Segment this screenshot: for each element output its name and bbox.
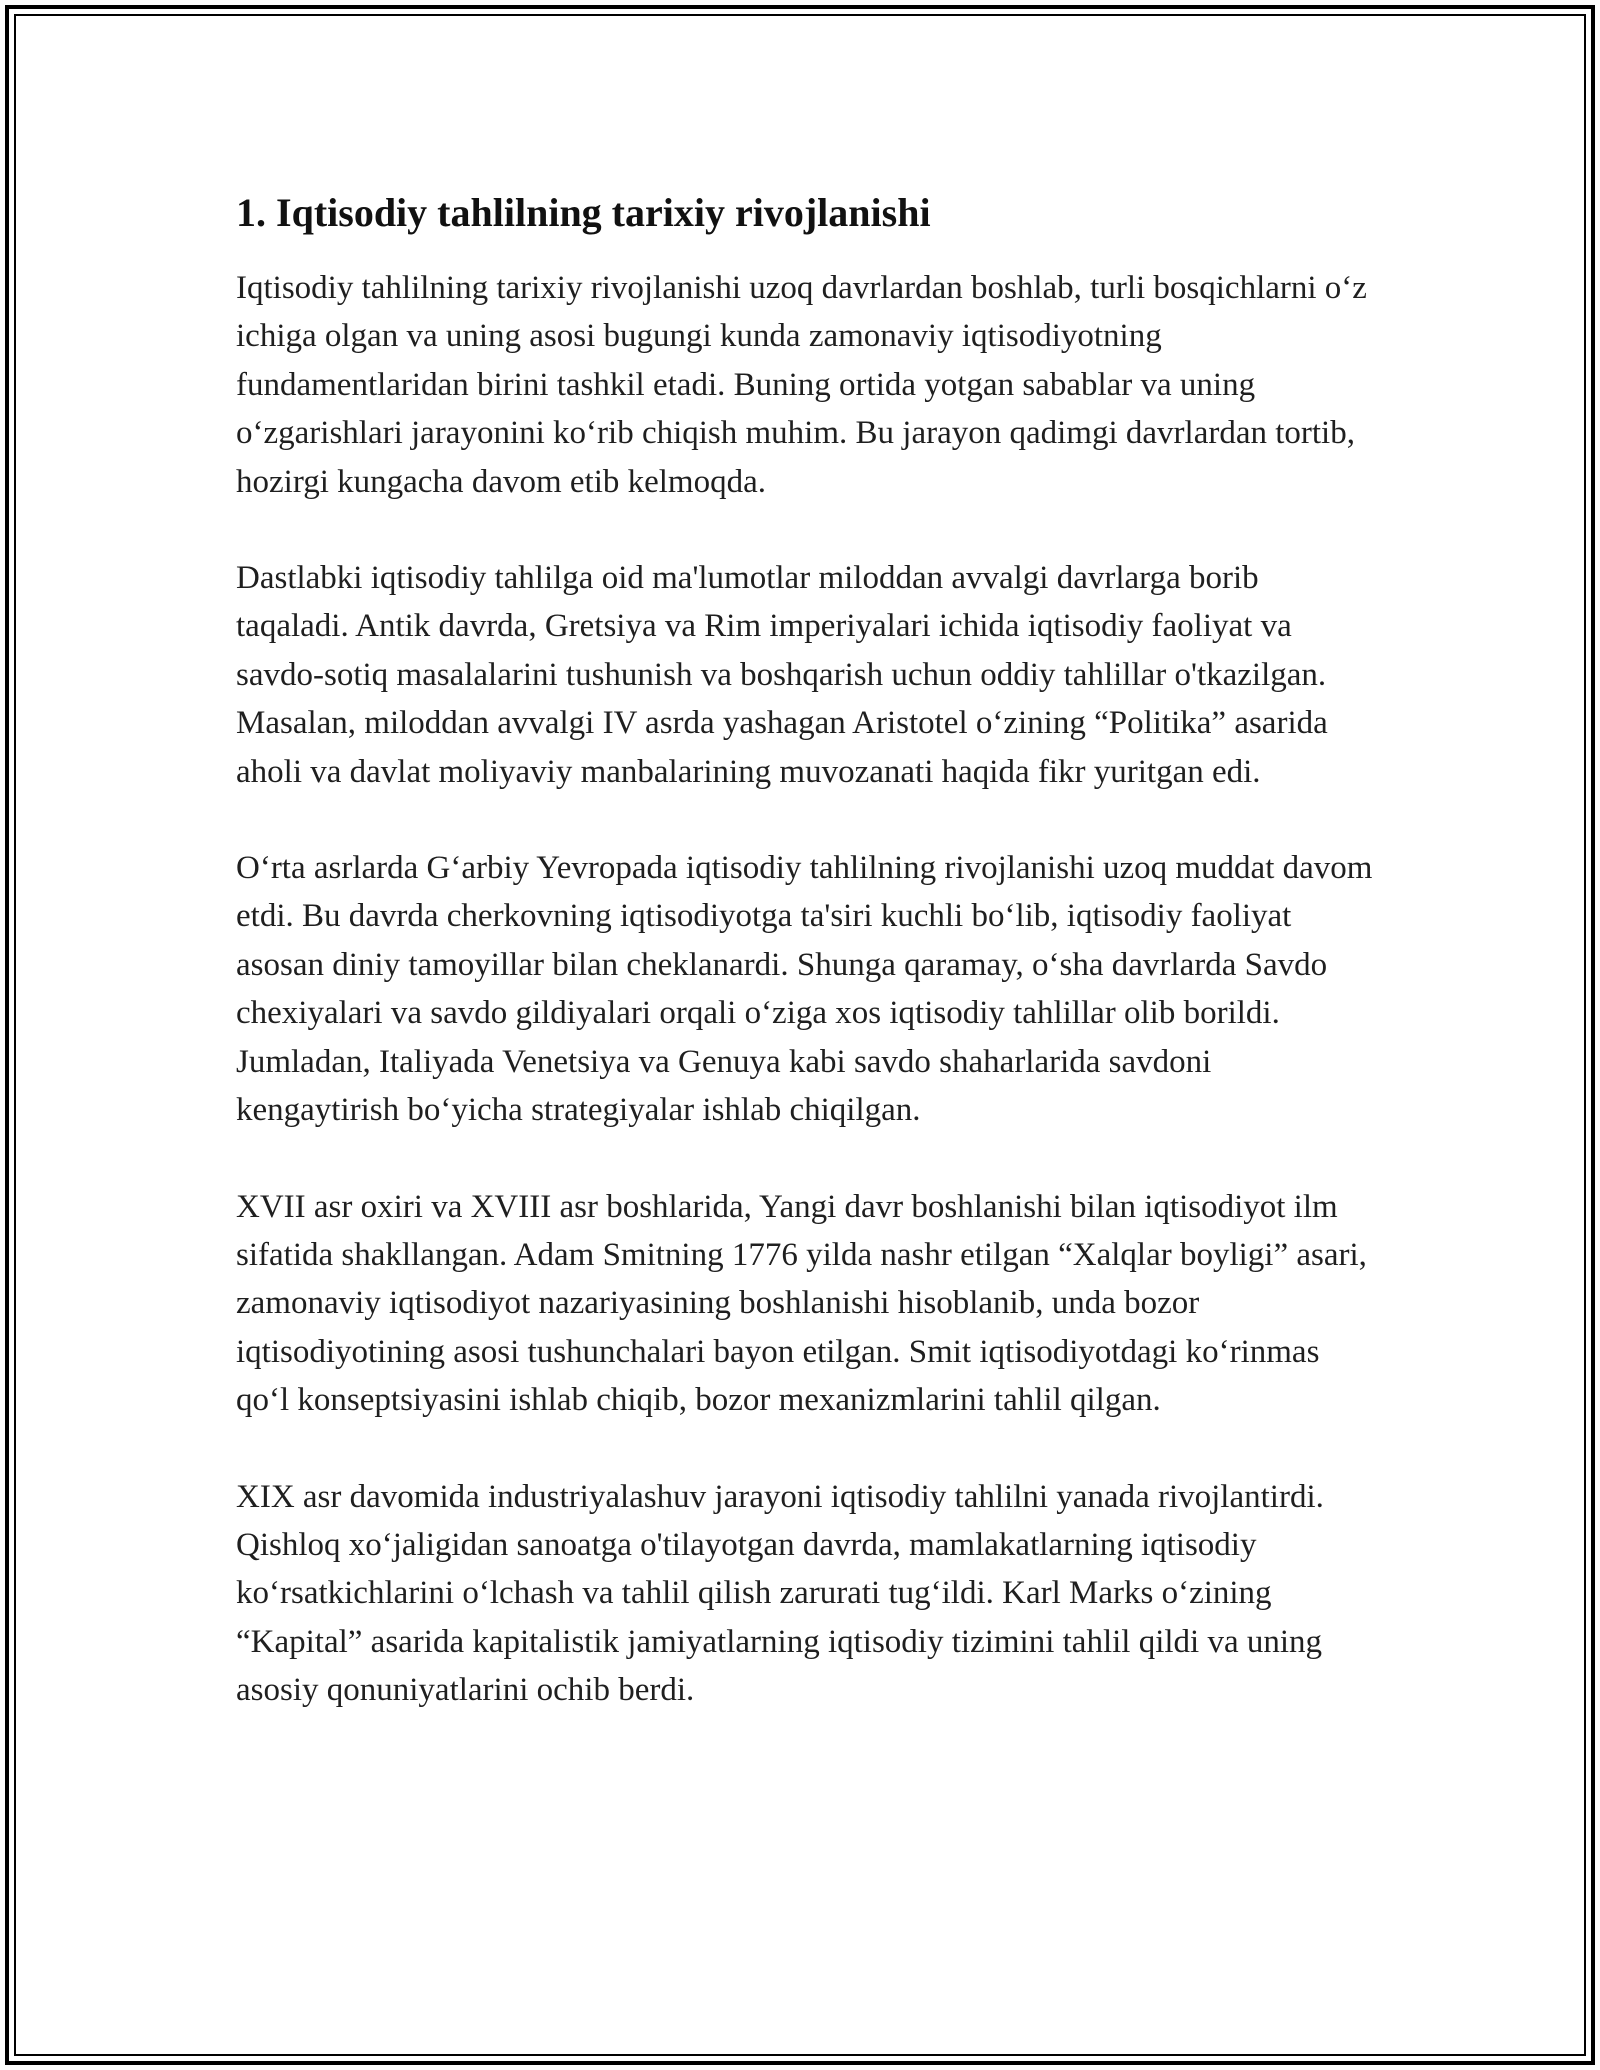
- paragraph-antiquity: Dastlabki iqtisodiy tahlilga oid ma'lumotlar miloddan avvalgi davrlarga borib taqaladi. Antik davrda, Gretsiya va Rim imperiyalari ichida iqtisodiy faoliyat va savdo-sotiq masalalarini tushunish va boshqarish uchun oddiy tahlillar o'tkazilgan. Masalan, miloddan avvalgi IV asrda yashagan Aristotel o‘zining “Politika” asarida aholi va davlat moliyaviy manbalarining muvozanati haqida fikr yuritgan edi.: [236, 560, 1328, 790]
- section-heading: 1. Iqtisodiy tahlilning tarixiy rivojlanishi: [236, 190, 931, 235]
- document-body: [236, 184, 1376, 1763]
- paragraph-intro: Iqtisodiy tahlilning tarixiy rivojlanishi uzoq davrlardan boshlab, turli bosqichlarni o‘z ichiga olgan va uning asosi bugungi kunda zamonaviy iqtisodiyotning fundamentlaridan birini tashkil etadi. Buning ortida yotgan sabablar va uning o‘zgarishlari jarayonini ko‘rib chiqish muhim. Bu jarayon qadimgi davrlardan tortib, hozirgi kungacha davom etib kelmoqda.: [236, 270, 1367, 500]
- paragraph-middle-ages: O‘rta asrlarda G‘arbiy Yevropada iqtisodiy tahlilning rivojlanishi uzoq muddat davom etdi. Bu davrda cherkovning iqtisodiyotga ta'siri kuchli bo‘lib, iqtisodiy faoliyat asosan diniy tamoyillar bilan cheklanardi. Shunga qaramay, o‘sha davrlarda Savdo chexiyalari va savdo gildiyalari orqali o‘ziga xos iqtisodiy tahlillar olib borildi. Jumladan, Italiyada Venetsiya va Genuya kabi savdo shaharlarida savdoni kengaytirish bo‘yicha strategiyalar ishlab chiqilgan.: [236, 850, 1373, 1129]
- paragraph-industrialization: XIX asr davomida industriyalashuv jarayoni iqtisodiy tahlilni yanada rivojlantirdi. Qishloq xo‘jaligidan sanoatga o'tilayotgan davrda, mamlakatlarning iqtisodiy ko‘rsatkichlarini o‘lchash va tahlil qilish zarurati tug‘ildi. Karl Marks o‘zining “Kapital” asarida kapitalistik jamiyatlarning iqtisodiy tizimini tahlil qildi va uning asosiy qonuniyatlarini ochib berdi.: [236, 1478, 1324, 1709]
- paragraph-adam-smith: XVII asr oxiri va XVIII asr boshlarida, Yangi davr boshlanishi bilan iqtisodiyot ilm sifatida shakllangan. Adam Smitning 1776 yilda nashr etilgan “Xalqlar boyligi” asari, zamonaviy iqtisodiyot nazariyasining boshlanishi hisoblanib, unda bozor iqtisodiyotining asosi tushunchalari bayon etilgan. Smit iqtisodiyotdagi ko‘rinmas qo‘l konseptsiyasini ishlab chiqib, bozor mexanizmlarini tahlil qilgan.: [236, 1188, 1367, 1419]
